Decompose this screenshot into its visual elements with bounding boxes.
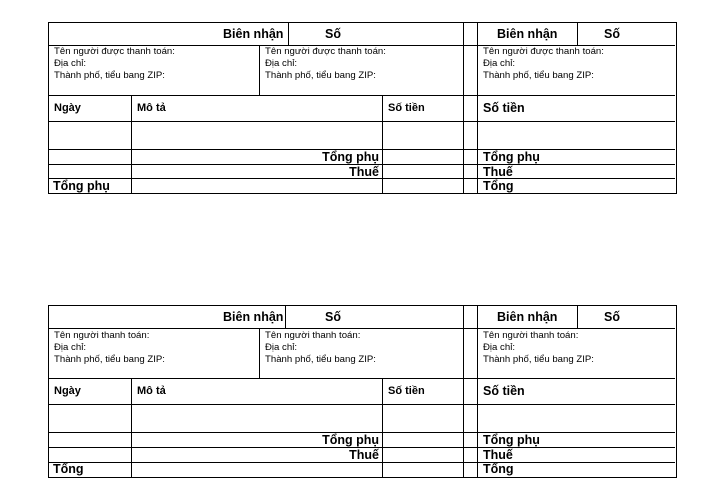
- col-desc-header: Mô tả: [137, 385, 166, 397]
- row-divider: [49, 121, 675, 122]
- subtotal-label: Tổng phụ: [322, 433, 379, 447]
- stub-tax-label: Thuế: [483, 165, 513, 179]
- receipt-title: Biên nhận: [223, 27, 284, 41]
- receipt-top: [48, 22, 677, 194]
- stub-title: Biên nhận: [497, 27, 558, 41]
- payee-label: Tên người được thanh toán:: [483, 46, 604, 57]
- col-date-header: Ngày: [54, 102, 81, 114]
- col-divider: [463, 306, 464, 477]
- receipt-bottom: [48, 305, 677, 478]
- city-label: Thành phố, tiểu bang ZIP:: [265, 70, 376, 81]
- address-label: Địa chỉ:: [54, 342, 86, 353]
- payee-label: Tên người được thanh toán:: [265, 46, 386, 57]
- stub-title: Biên nhận: [497, 310, 558, 324]
- col-amount-header: Số tiền: [388, 102, 425, 114]
- tax-label: Thuế: [349, 165, 379, 179]
- col-divider: [285, 306, 286, 328]
- col-divider: [382, 378, 383, 477]
- col-divider: [463, 23, 464, 193]
- city-label: Thành phố, tiểu bang ZIP:: [54, 70, 165, 81]
- row-divider: [49, 95, 675, 96]
- receipt-title: Biên nhận: [223, 310, 284, 324]
- col-divider: [477, 306, 478, 477]
- total-label: Tổng: [53, 462, 84, 476]
- col-divider: [577, 306, 578, 328]
- payee-label: Tên người thanh toán:: [54, 330, 150, 341]
- city-label: Thành phố, tiểu bang ZIP:: [483, 70, 594, 81]
- city-label: Thành phố, tiểu bang ZIP:: [265, 354, 376, 365]
- stub-number-label: Số: [604, 310, 620, 324]
- stub-tax-label: Thuế: [483, 448, 513, 462]
- address-label: Địa chỉ:: [54, 58, 86, 69]
- address-label: Địa chỉ:: [483, 58, 515, 69]
- receipt-number-label: Số: [325, 310, 341, 324]
- col-date-header: Ngày: [54, 385, 81, 397]
- address-label: Địa chỉ:: [265, 58, 297, 69]
- address-label: Địa chỉ:: [265, 342, 297, 353]
- city-label: Thành phố, tiểu bang ZIP:: [483, 354, 594, 365]
- stub-number-label: Số: [604, 27, 620, 41]
- row-divider: [49, 328, 675, 329]
- receipt-number-label: Số: [325, 27, 341, 41]
- subtotal-label: Tổng phụ: [322, 150, 379, 164]
- payee-label: Tên người được thanh toán:: [54, 46, 175, 57]
- col-divider: [131, 95, 132, 193]
- payee-label: Tên người thanh toán:: [483, 330, 579, 341]
- stub-amount-header: Số tiền: [483, 384, 525, 398]
- address-label: Địa chỉ:: [483, 342, 515, 353]
- col-divider: [382, 95, 383, 193]
- row-divider: [49, 378, 675, 379]
- row-divider: [49, 462, 675, 463]
- stub-total-label: Tổng: [483, 462, 514, 476]
- row-divider: [49, 404, 675, 405]
- col-divider: [259, 45, 260, 95]
- col-divider: [131, 378, 132, 477]
- col-divider: [288, 23, 289, 45]
- city-label: Thành phố, tiểu bang ZIP:: [54, 354, 165, 365]
- col-desc-header: Mô tả: [137, 102, 166, 114]
- col-divider: [477, 23, 478, 193]
- col-amount-header: Số tiền: [388, 385, 425, 397]
- total-label: Tổng phụ: [53, 179, 110, 193]
- col-divider: [577, 23, 578, 45]
- stub-total-label: Tổng: [483, 179, 514, 193]
- stub-subtotal-label: Tổng phụ: [483, 150, 540, 164]
- payee-label: Tên người thanh toán:: [265, 330, 361, 341]
- tax-label: Thuế: [349, 448, 379, 462]
- stub-subtotal-label: Tổng phụ: [483, 433, 540, 447]
- col-divider: [259, 328, 260, 378]
- stub-amount-header: Số tiền: [483, 101, 525, 115]
